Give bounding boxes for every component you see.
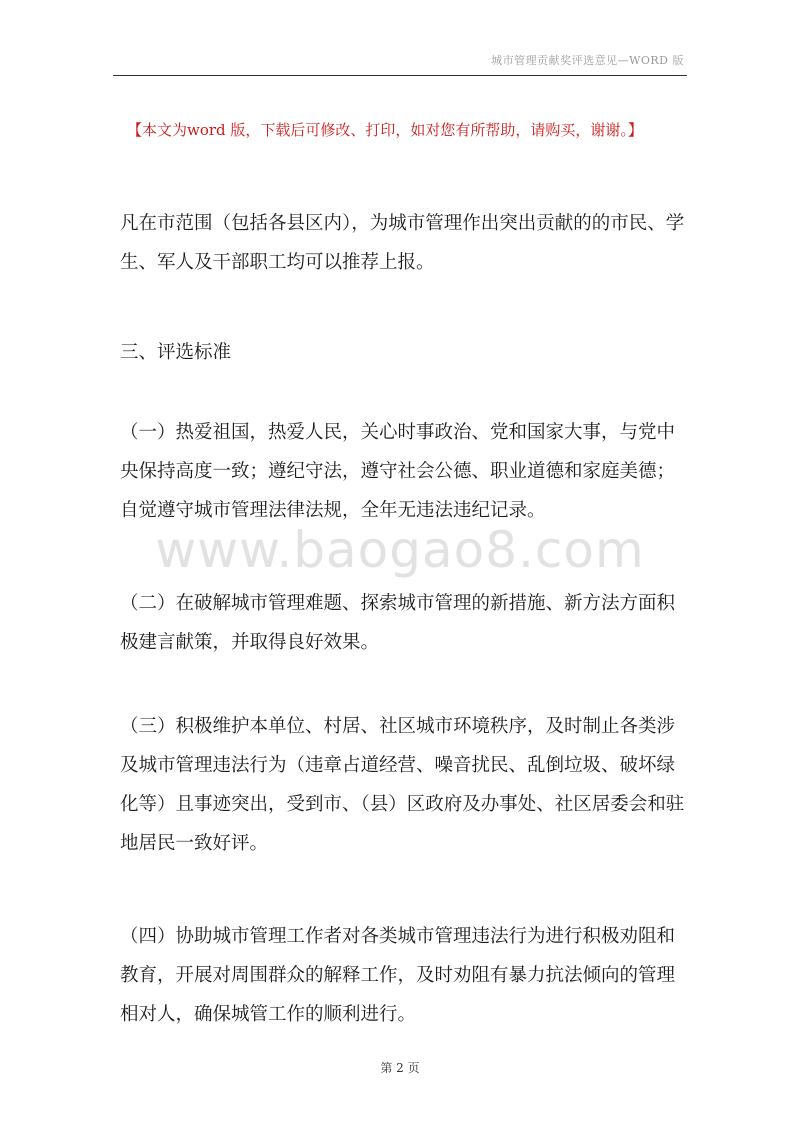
paragraph-criterion-4: （四）协助城市管理工作者对各类城市管理违法行为进行积极劝阻和教育，开展对周围群众的解释工作，及时劝阻有暴力抗法倾向的管理相对人，确保城管工作的顺利进行。 (120, 926, 676, 1025)
header-divider (113, 75, 687, 76)
paragraph-criterion-2: （二）在破解城市管理难题、探索城市管理的新措施、新方法方面积极建言献策，并取得良好效果。 (120, 593, 676, 653)
paragraph-criterion-1: （一）热爱祖国，热爱人民，关心时事政治、党和国家大事，与党中央保持高度一致；遵纪守法，遵守社会公德、职业道德和家庭美德；自觉遵守城市管理法律法规，全年无违法违纪记录。 (120, 422, 676, 521)
download-notice: 【本文为word 版，下载后可修改、打印，如对您有所帮助，请购买，谢谢。】 (127, 121, 643, 139)
paragraph-eligibility: 凡在市范围（包括各县区内），为城市管理作出突出贡献的的市民、学生、军人及干部职工均可以推荐上报。 (120, 213, 685, 273)
page-number: 第 2 页 (380, 1061, 420, 1075)
watermark: www.baogao8.com (155, 521, 645, 579)
page-header-title: 城市管理贡献奖评选意见—WORD 版 (491, 54, 684, 67)
section-heading-criteria: 三、评选标准 (120, 342, 232, 363)
paragraph-criterion-3: （三）积极维护本单位、村居、社区城市环境秩序，及时制止各类涉及城市管理违法行为（违章占道经营、噪音扰民、乱倒垃圾、破坏绿化等）且事迹突出，受到市、（县）区政府及办事处、社区居委会和驻地居民一致好评。 (120, 716, 685, 854)
